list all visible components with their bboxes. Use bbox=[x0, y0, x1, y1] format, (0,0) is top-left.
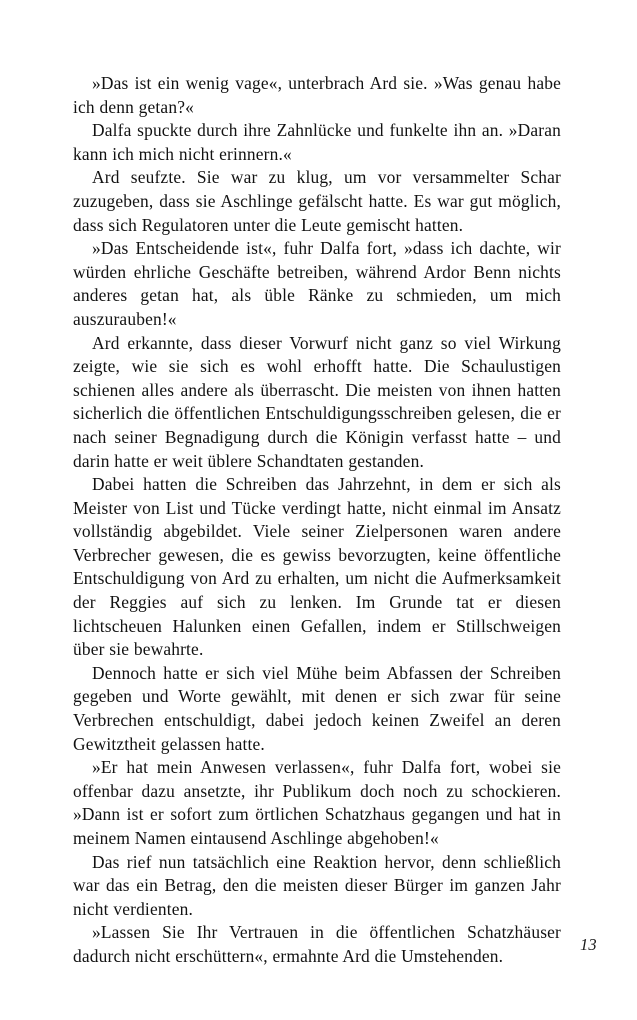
paragraph: »Das Entscheidende ist«, fuhr Dalfa fort, »dass ich dachte, wir würden ehrliche Geschäfte betreiben, während Ardor Benn nichts anderes getan hat, als üble Ränke zu schmieden, um mich auszurauben!« bbox=[73, 238, 561, 329]
paragraph: »Das ist ein wenig vage«, unterbrach Ard sie. »Was genau habe ich denn getan?« bbox=[73, 73, 561, 117]
page-number: 13 bbox=[580, 935, 597, 954]
paragraph: Ard erkannte, dass dieser Vorwurf nicht ganz so viel Wirkung zeigte, wie sie sich es wohl erhofft hatte. Die Schaulustigen schienen alles andere als überrascht. Die meisten von ihnen hatten sicherlich die öffentlichen Entschuldigungsschreiben gelesen, die er nach seiner Begnadigung durch die Königin verfasst hatte – und darin hatte er weit üblere Schandtaten gestanden. bbox=[73, 332, 561, 471]
body-text-block bbox=[73, 72, 561, 969]
paragraph: »Lassen Sie Ihr Vertrauen in die öffentlichen Schatzhäuser dadurch nicht erschüttern«, ermahnte Ard die Umstehenden. bbox=[73, 922, 561, 966]
paragraph: Dalfa spuckte durch ihre Zahnlücke und funkelte ihn an. »Daran kann ich mich nicht erinnern.« bbox=[73, 120, 561, 164]
paragraph: Dabei hatten die Schreiben das Jahrzehnt, in dem er sich als Meister von List und Tücke verdingt hatte, nicht einmal im Ansatz vollständig abgebildet. Viele seiner Zielpersonen waren andere Verbrecher gewesen, die es gewiss bevorzugten, keine öffentliche Entschuldigung von Ard zu erhalten, um nicht die Aufmerksamkeit der Reggies auf sich zu lenken. Im Grunde tat er diesen lichtscheuen Halunken einen Gefallen, indem er Stillschweigen über sie bewahrte. bbox=[73, 474, 561, 660]
paragraph: Das rief nun tatsächlich eine Reaktion hervor, denn schließlich war das ein Betrag, den die meisten dieser Bürger im ganzen Jahr nicht verdienten. bbox=[73, 851, 561, 919]
paragraph: Ard seufzte. Sie war zu klug, um vor versammelter Schar zuzugeben, dass sie Aschlinge gefälscht hatte. Es war gut möglich, dass sich Regulatoren unter die Leute gemischt hatten. bbox=[73, 167, 561, 235]
paragraph: Dennoch hatte er sich viel Mühe beim Abfassen der Schreiben gegeben und Worte gewählt, mit denen er sich zwar für seine Verbrechen entschuldigt, dabei jedoch keinen Zweifel an deren Gewitztheit gelassen hatte. bbox=[73, 662, 561, 754]
paragraph: »Er hat mein Anwesen verlassen«, fuhr Dalfa fort, wobei sie offenbar dazu ansetzte, ihr Publikum doch noch zu schockieren. »Dann ist er sofort zum örtlichen Schatzhaus gegangen und hat in meinem Namen eintausend Aschlinge abgehoben!« bbox=[73, 757, 561, 848]
